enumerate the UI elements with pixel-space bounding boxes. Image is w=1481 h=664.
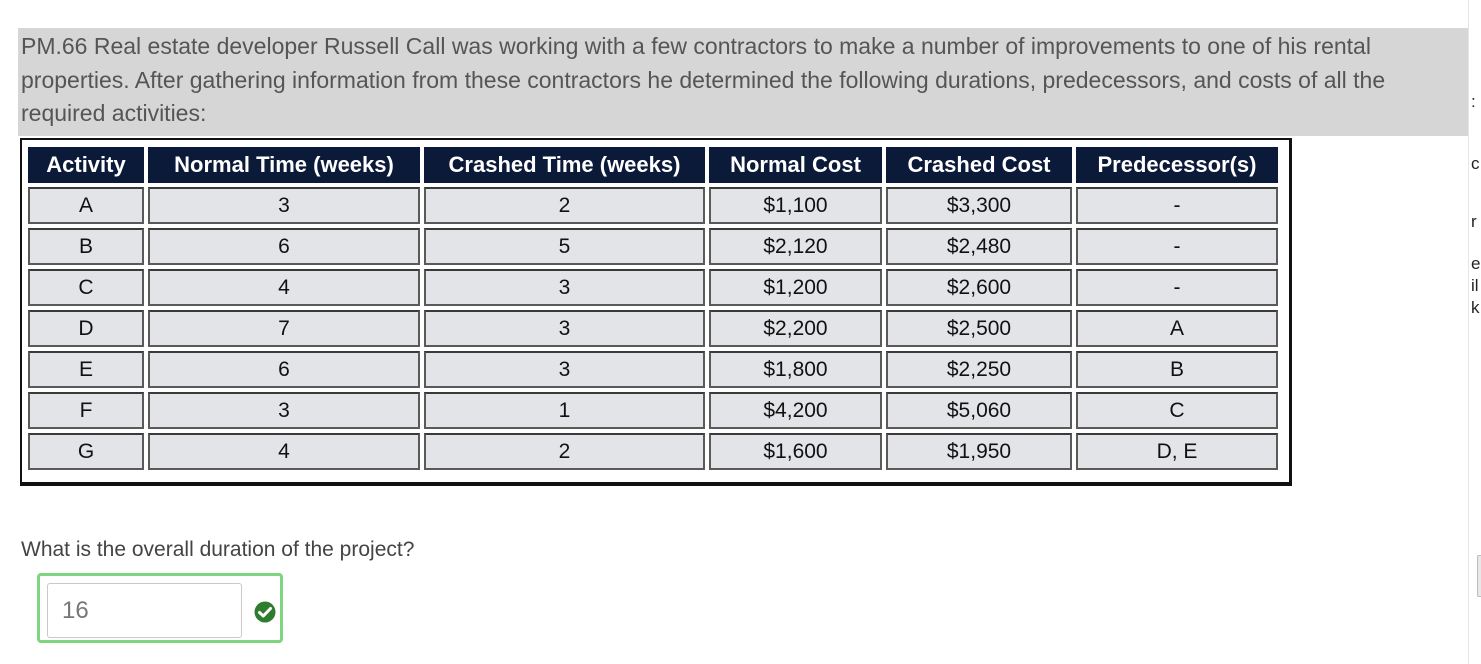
cell-predecessors: -: [1076, 228, 1278, 265]
cell-predecessors: -: [1076, 187, 1278, 224]
table-row: [28, 187, 1278, 224]
cell-activity: F: [28, 392, 144, 429]
cell-crashed-cost: $2,600: [886, 269, 1072, 306]
cell-crashed-cost: $3,300: [886, 187, 1072, 224]
header-normal-cost: Normal Cost: [709, 147, 882, 183]
cell-crashed-time: 2: [424, 187, 705, 224]
header-activity: Activity: [28, 147, 144, 183]
cell-crashed-cost: $1,950: [886, 433, 1072, 470]
answer-field-container: [37, 573, 283, 643]
table-row: [28, 351, 1278, 388]
cell-predecessors: -: [1076, 269, 1278, 306]
cell-crashed-time: 5: [424, 228, 705, 265]
adjacent-panel-edge: [1468, 0, 1481, 664]
cell-crashed-time: 3: [424, 310, 705, 347]
cell-activity: A: [28, 187, 144, 224]
cell-crashed-time: 3: [424, 351, 705, 388]
edge-text-fragment: c: [1471, 154, 1480, 173]
cell-normal-cost: $2,200: [709, 310, 882, 347]
table-header-row: [28, 147, 1278, 183]
cell-normal-time: 6: [148, 351, 420, 388]
problem-statement: PM.66 Real estate developer Russell Call was working with a few contractors to make a number of improvements to one of his rental properties. After gathering information from these contractors he determined the following durations, predecessors, and costs of all the required activities:: [21, 33, 1386, 126]
cell-predecessors: B: [1076, 351, 1278, 388]
check-circle-icon: [254, 601, 276, 623]
edge-text-fragment: :: [1471, 92, 1476, 111]
cell-normal-cost: $4,200: [709, 392, 882, 429]
edge-text-fragment: e: [1471, 254, 1481, 273]
cell-normal-time: 6: [148, 228, 420, 265]
cell-crashed-time: 1: [424, 392, 705, 429]
activity-table: [24, 143, 1282, 474]
cell-predecessors: D, E: [1076, 433, 1278, 470]
cell-crashed-cost: $2,250: [886, 351, 1072, 388]
edge-scroll-handle[interactable]: [1477, 555, 1481, 597]
cell-activity: B: [28, 228, 144, 265]
header-normal-time: Normal Time (weeks): [148, 147, 420, 183]
cell-normal-time: 3: [148, 392, 420, 429]
cell-crashed-cost: $2,480: [886, 228, 1072, 265]
cell-activity: C: [28, 269, 144, 306]
table-row: [28, 392, 1278, 429]
cell-normal-time: 7: [148, 310, 420, 347]
cell-crashed-time: 2: [424, 433, 705, 470]
cell-normal-cost: $1,200: [709, 269, 882, 306]
cell-normal-cost: $1,100: [709, 187, 882, 224]
cell-normal-cost: $2,120: [709, 228, 882, 265]
cell-predecessors: C: [1076, 392, 1278, 429]
answer-input[interactable]: [47, 583, 242, 638]
cell-normal-time: 4: [148, 269, 420, 306]
edge-text-fragment: r: [1471, 212, 1477, 231]
cell-activity: D: [28, 310, 144, 347]
cell-predecessors: A: [1076, 310, 1278, 347]
table-row: [28, 310, 1278, 347]
table-row: [28, 228, 1278, 265]
edge-text-fragment: k: [1471, 298, 1480, 317]
question-text: What is the overall duration of the project?: [21, 538, 415, 561]
cell-activity: G: [28, 433, 144, 470]
header-crashed-cost: Crashed Cost: [886, 147, 1072, 183]
cell-activity: E: [28, 351, 144, 388]
edge-text-fragment: il: [1471, 276, 1479, 295]
cell-normal-cost: $1,600: [709, 433, 882, 470]
cell-normal-time: 3: [148, 187, 420, 224]
header-crashed-time: Crashed Time (weeks): [424, 147, 705, 183]
cell-crashed-cost: $5,060: [886, 392, 1072, 429]
cell-normal-time: 4: [148, 433, 420, 470]
header-predecessors: Predecessor(s): [1076, 147, 1278, 183]
cell-crashed-cost: $2,500: [886, 310, 1072, 347]
cell-normal-cost: $1,800: [709, 351, 882, 388]
activity-table-frame: [20, 138, 1292, 486]
cell-crashed-time: 3: [424, 269, 705, 306]
table-row: [28, 269, 1278, 306]
table-row: [28, 433, 1278, 470]
